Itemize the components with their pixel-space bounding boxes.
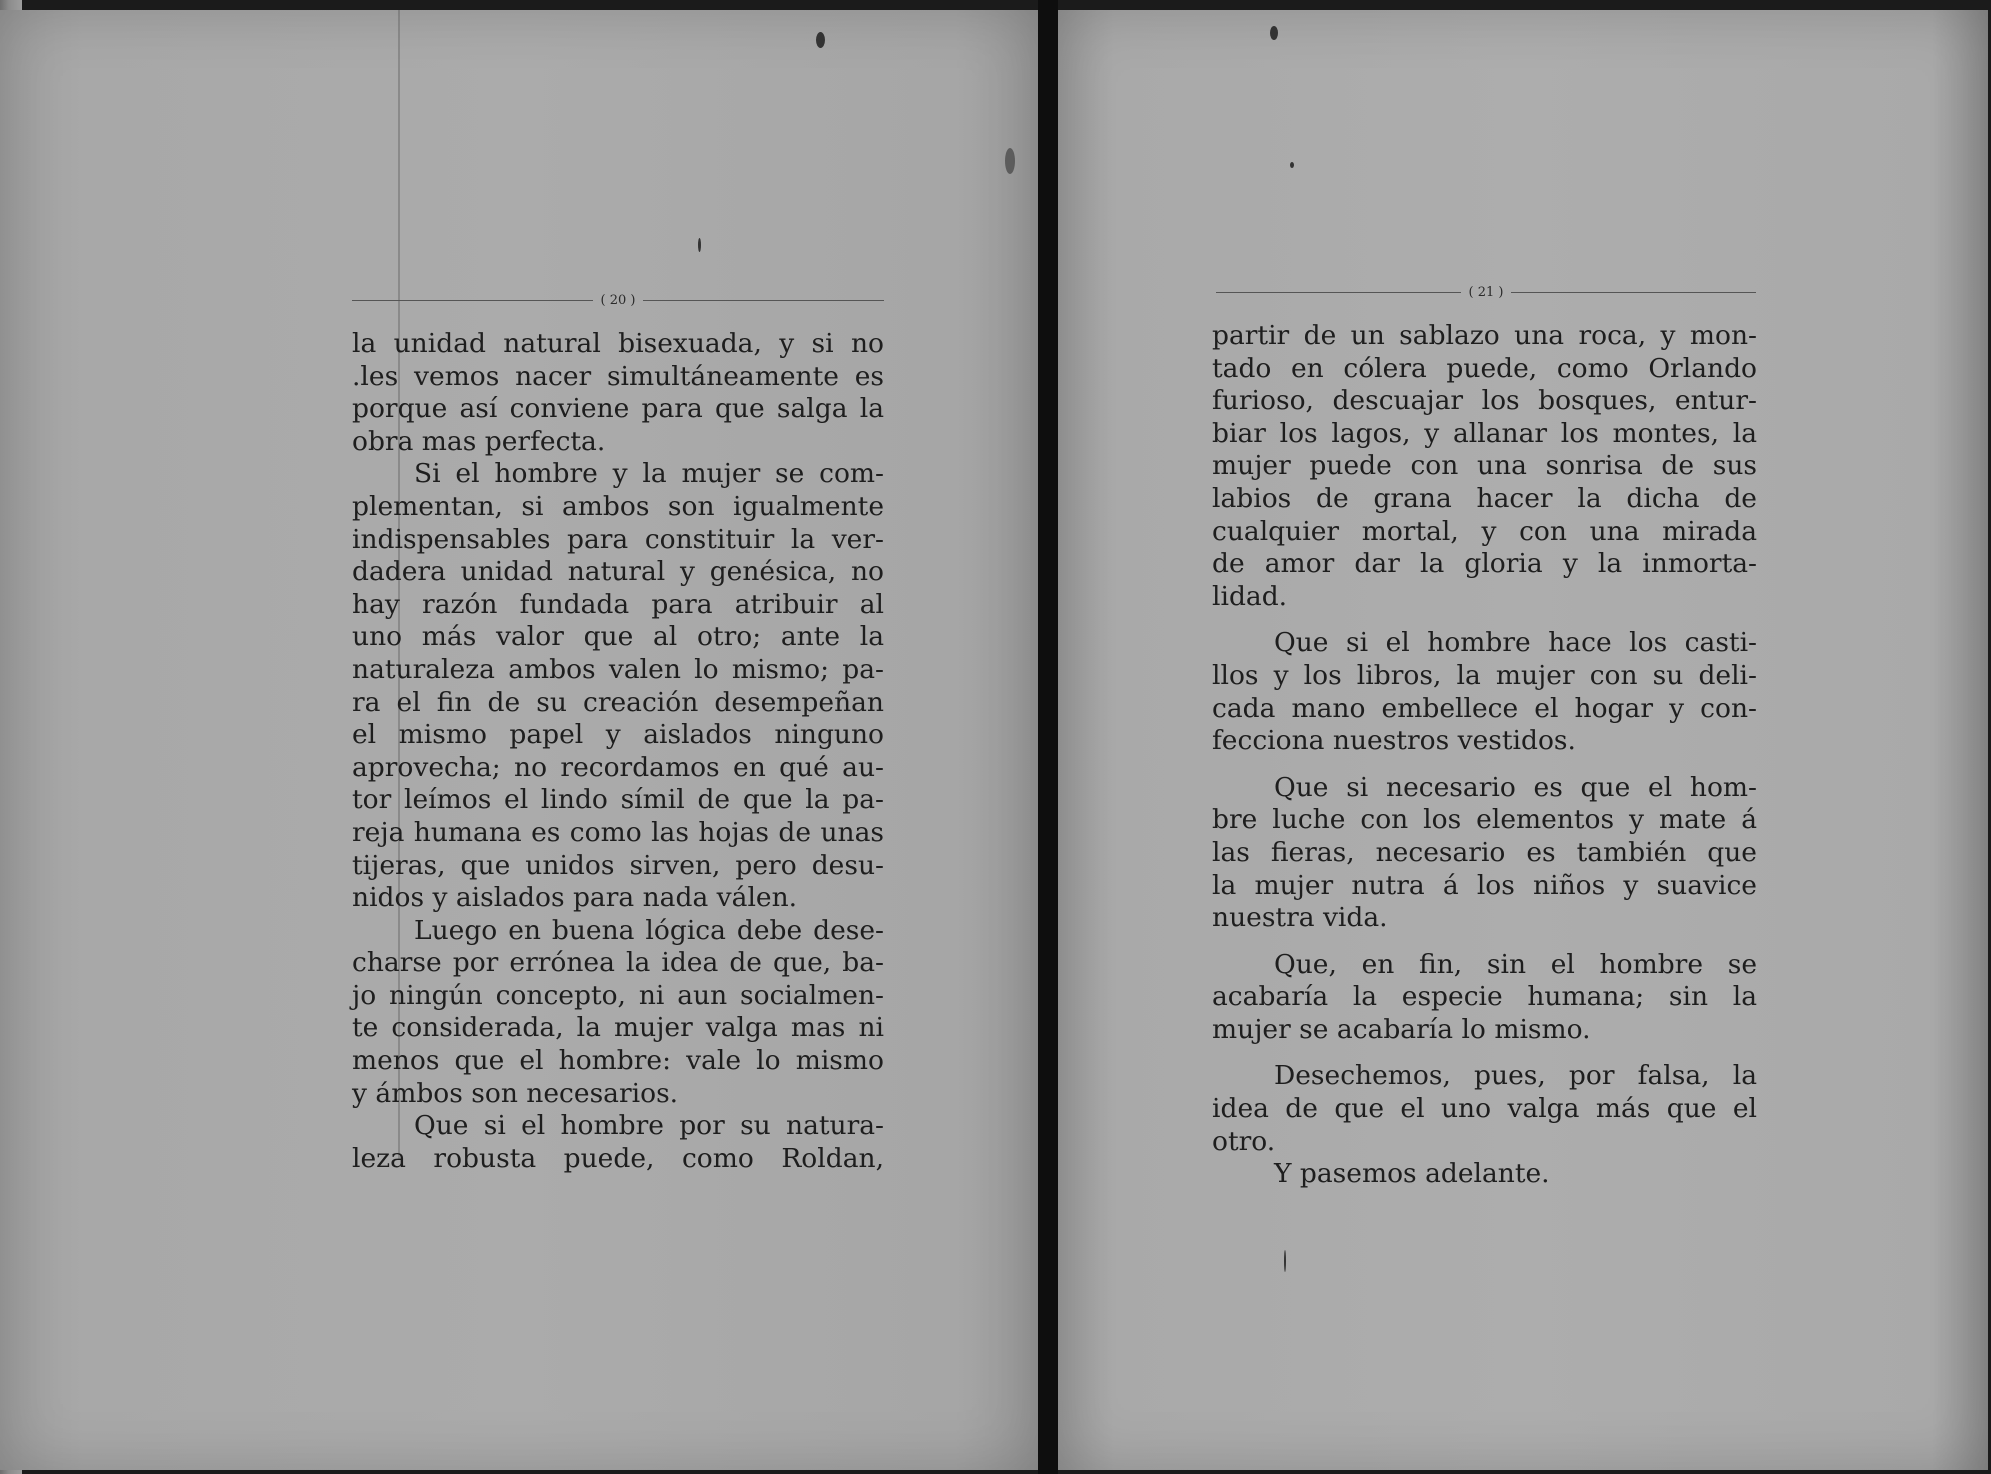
text-line: labios de grana hacer la dicha de: [1212, 482, 1757, 514]
text-line: la unidad natural bisexuada, y si no: [352, 328, 884, 359]
paragraph-gap: [1212, 758, 1757, 772]
text-line: cada mano embellece el hogar y con-: [1212, 692, 1757, 724]
text-line: y ámbos son necesarios.: [352, 1077, 679, 1109]
text-line: el mismo papel y aislados ninguno: [352, 719, 884, 751]
text-line: las fieras, necesario es también que: [1212, 836, 1757, 868]
text-line: jo ningún concepto, ni aun socialmen-: [352, 979, 884, 1011]
text-line: cualquier mortal, y con una mirada: [1212, 515, 1757, 547]
scan-speck: [1270, 26, 1278, 40]
text-line: Luego en buena lógica debe dese-: [414, 914, 884, 946]
left-page-text: [352, 328, 884, 1175]
scan-speck: [1005, 148, 1015, 174]
text-line: Que si el hombre por su natura-: [414, 1110, 884, 1142]
text-line: acabaría la especie humana; sin la: [1212, 981, 1757, 1013]
text-line: charse por errónea la idea de que, ba-: [352, 947, 884, 979]
text-line: de amor dar la gloria y la inmorta-: [1212, 548, 1757, 580]
text-line: mujer puede con una sonrisa de sus: [1212, 450, 1757, 482]
text-line: lidad.: [1212, 580, 1288, 612]
scan-speck: [816, 32, 825, 48]
text-line: hay razón fundada para atribuir al: [352, 588, 884, 620]
right-page-header: [1216, 285, 1756, 300]
text-line: obra mas perfecta.: [352, 425, 606, 457]
text-line: tado en cólera puede, como Orlando: [1212, 352, 1757, 384]
scan-speck: [1290, 162, 1294, 168]
left-page-number: ( 20 ): [600, 293, 636, 308]
text-line: te considerada, la mujer valga mas ni: [352, 1012, 884, 1044]
text-line: nidos y aislados para nada válen.: [352, 882, 798, 914]
header-rule-right: [1511, 292, 1756, 293]
text-line: porque así conviene para que salga la: [352, 393, 884, 425]
text-line: naturaleza ambos valen lo mismo; pa-: [352, 653, 884, 685]
text-line: uno más valor que al otro; ante la: [352, 621, 884, 653]
text-line: biar los lagos, y allanar los montes, la: [1212, 417, 1757, 449]
text-line: indispensables para constituir la ver-: [352, 523, 884, 555]
header-rule-right: [643, 300, 884, 301]
text-line: bre luche con los elementos y mate á: [1212, 804, 1757, 836]
text-line: reja humana es como las hojas de unas: [352, 816, 884, 848]
text-line: idea de que el uno valga más que el: [1212, 1093, 1757, 1125]
scan-speck: [1284, 1250, 1286, 1272]
text-line: aprovecha; no recordamos en qué au-: [352, 751, 884, 783]
paragraph-gap: [1212, 935, 1757, 949]
right-page-number: ( 21 ): [1468, 285, 1504, 300]
text-line: Que si el hombre hace los casti-: [1274, 627, 1757, 659]
text-line: dadera unidad natural y genésica, no: [352, 556, 884, 588]
book-gutter: [1038, 0, 1058, 1474]
text-line: Que si necesario es que el hom-: [1274, 771, 1757, 803]
right-page: [1058, 10, 1988, 1470]
text-line: leza robusta puede, como Roldan,: [352, 1142, 884, 1174]
right-page-text: [1212, 320, 1757, 1191]
text-line: Y pasemos adelante.: [1274, 1158, 1550, 1190]
text-line: la mujer nutra á los niños y suavice: [1212, 869, 1757, 901]
text-line: ra el fin de su creación desempeñan: [352, 686, 884, 718]
text-line: .les vemos nacer simultáneamente es: [352, 360, 884, 392]
text-line: menos que el hombre: vale lo mismo: [352, 1045, 884, 1077]
text-line: mujer se acabaría lo mismo.: [1212, 1013, 1591, 1045]
scan-speck: [698, 238, 701, 252]
text-line: Que, en fin, sin el hombre se: [1274, 948, 1757, 980]
text-line: otro.: [1212, 1125, 1276, 1157]
paragraph-gap: [1212, 613, 1757, 627]
text-line: Desechemos, pues, por falsa, la: [1274, 1060, 1757, 1092]
left-page: [0, 10, 1038, 1470]
text-line: tijeras, que unidos sirven, pero desu-: [352, 849, 884, 881]
header-rule-left: [1216, 292, 1461, 293]
text-line: furioso, descuajar los bosques, entur-: [1212, 385, 1757, 417]
text-line: tor leímos el lindo símil de que la pa-: [352, 784, 884, 816]
text-line: nuestra vida.: [1212, 902, 1388, 934]
text-line: partir de un sablazo una roca, y mon-: [1212, 320, 1757, 351]
header-rule-left: [352, 300, 593, 301]
left-page-header: [352, 293, 884, 308]
text-line: fecciona nuestros vestidos.: [1212, 725, 1576, 757]
text-line: plementan, si ambos son igualmente: [352, 490, 884, 522]
text-line: Si el hombre y la mujer se com-: [414, 458, 884, 490]
paragraph-gap: [1212, 1046, 1757, 1060]
text-line: llos y los libros, la mujer con su deli-: [1212, 659, 1757, 691]
